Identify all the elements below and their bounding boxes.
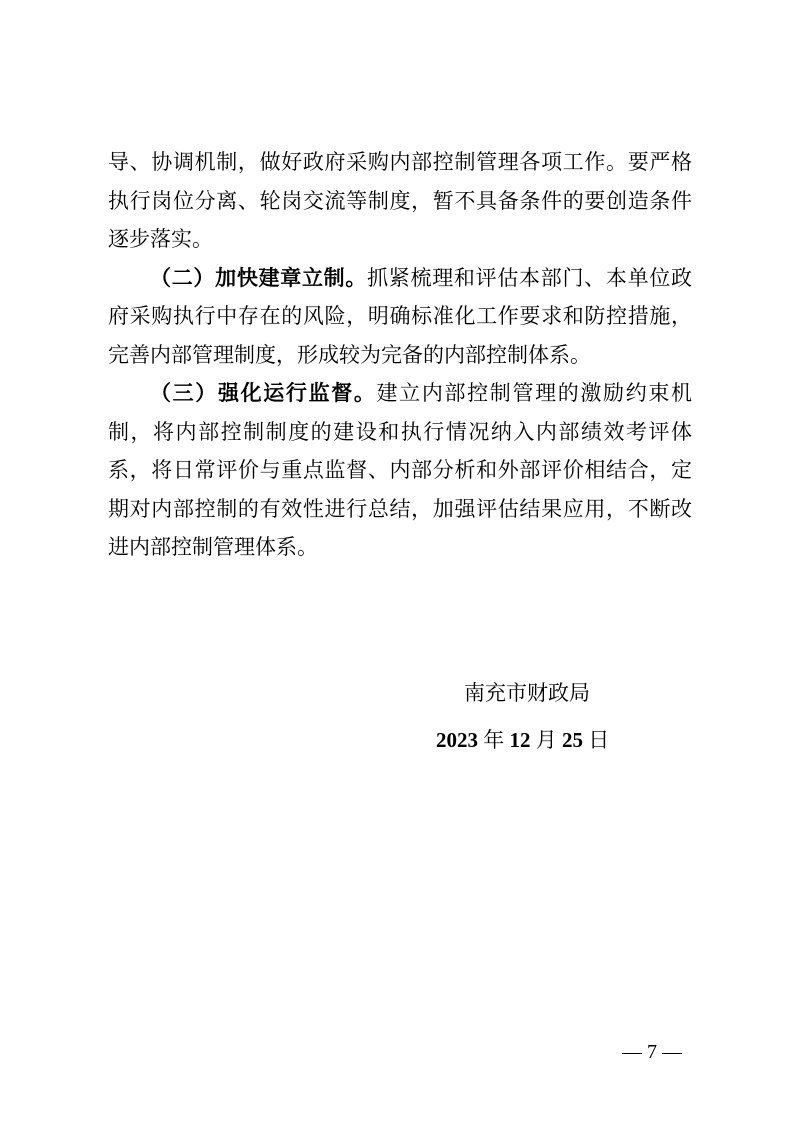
- date-month-unit: 月: [535, 728, 557, 752]
- paragraph-section-3: [108, 374, 692, 567]
- date-day: 25: [562, 728, 583, 752]
- signature-date: [436, 725, 609, 755]
- section-3-heading: （三）强化运行监督。: [150, 381, 377, 405]
- signature-organization: 南充市财政局: [464, 681, 590, 705]
- section-3-text: 建立内部控制管理的激励约束机制，将内部控制制度的建设和执行情况纳入内部绩效考评体系，将日常评价与重点监督、内部分析和外部评价相结合，定期对内部控制的有效性进行总结，加强评估结果应用，不断改进内部控制管理体系。: [108, 381, 693, 559]
- section-2-heading: （二）加快建章立制。: [150, 265, 368, 290]
- date-year: 2023: [436, 728, 478, 752]
- date-month: 12: [509, 728, 531, 752]
- page-number: — 7 —: [622, 1041, 682, 1063]
- section-2-text: 抓紧梳理和评估本部门、本单位政府采购执行中存在的风险，明确标准化工作要求和防控措施，完善内部管理制度，形成较为完备的内部控制体系。: [108, 265, 693, 367]
- paragraph-section-2: [108, 259, 692, 375]
- date-year-unit: 年: [483, 728, 505, 752]
- document-body: [108, 143, 692, 567]
- date-day-unit: 日: [588, 728, 610, 752]
- paragraph-continuation: 导、协调机制，做好政府采购内部控制管理各项工作。要严格执行岗位分离、轮岗交流等制度，暂不具备条件的要创造条件逐步落实。: [108, 150, 692, 251]
